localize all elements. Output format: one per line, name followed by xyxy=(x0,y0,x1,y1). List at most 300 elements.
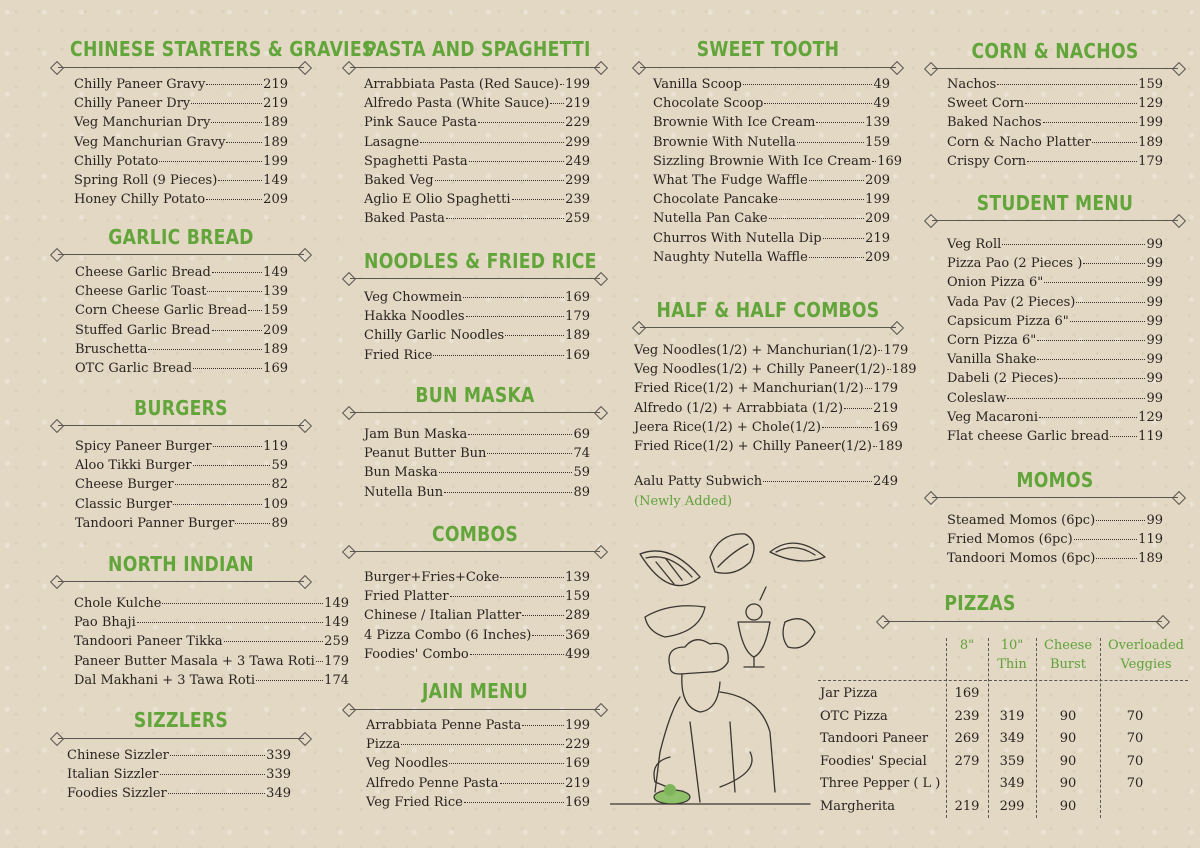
menu-item xyxy=(947,410,1163,429)
item-price: 74 xyxy=(573,446,590,462)
item-name: Sweet Corn xyxy=(947,96,1025,112)
pizza-header-cheese-burst: Cheese Burst xyxy=(1043,638,1093,672)
item-name: Classic Burger xyxy=(75,496,173,512)
menu-item xyxy=(653,250,890,269)
newly-added-note: (Newly Added) xyxy=(634,494,733,509)
pizza-name: OTC Pizza xyxy=(820,708,888,724)
item-price: 99 xyxy=(1146,332,1163,348)
section-title-jain: JAIN MENU xyxy=(421,679,529,703)
menu-list-noodles xyxy=(364,290,590,367)
item-name: Brownie With Ice Cream xyxy=(653,115,816,131)
pizza-price: 349 xyxy=(999,776,1025,791)
menu-item xyxy=(75,323,288,342)
menu-list-half xyxy=(634,343,917,458)
item-price: 339 xyxy=(266,748,291,763)
menu-list-student xyxy=(947,237,1163,448)
item-price: 89 xyxy=(573,484,590,500)
item-name: Tandoori Panner Burger xyxy=(75,515,235,531)
menu-item xyxy=(364,115,590,134)
item-price: 139 xyxy=(865,115,890,131)
menu-item xyxy=(67,786,291,805)
pizza-price: 299 xyxy=(999,798,1025,814)
menu-item xyxy=(364,77,590,96)
menu-item xyxy=(67,767,291,786)
menu-item xyxy=(74,634,349,653)
menu-item xyxy=(75,361,288,380)
item-price: 169 xyxy=(565,794,590,810)
item-price: 99 xyxy=(1146,237,1163,252)
menu-item xyxy=(366,718,590,737)
section-title-chinese: CHINESE STARTERS & GRAVIES xyxy=(70,37,375,61)
item-name: Chilly Paneer Dry xyxy=(74,96,191,112)
item-price: 189 xyxy=(1138,134,1163,150)
menu-item xyxy=(364,427,590,446)
menu-item xyxy=(947,135,1163,154)
menu-item xyxy=(947,115,1163,134)
divider xyxy=(350,67,600,68)
menu-item xyxy=(74,96,288,115)
item-price: 139 xyxy=(263,284,288,300)
pizza-price: 90 xyxy=(1059,753,1077,769)
item-price: 259 xyxy=(324,634,349,650)
divider xyxy=(58,581,304,582)
pizza-name: Foodies' Special xyxy=(820,753,927,769)
divider xyxy=(932,68,1178,69)
menu-list-jain xyxy=(366,718,590,814)
divider xyxy=(58,738,304,739)
menu-item xyxy=(653,211,890,230)
item-name: Sizzling Brownie With Ice Cream xyxy=(653,153,872,169)
item-price: 189 xyxy=(263,134,288,150)
menu-item xyxy=(634,438,903,458)
item-price: 189 xyxy=(565,328,590,344)
section-title-burgers: BURGERS xyxy=(134,396,228,420)
item-name: Burger+Fries+Coke xyxy=(364,570,500,585)
menu-item xyxy=(364,328,590,347)
section-title-student: STUDENT MENU xyxy=(976,191,1134,215)
item-name: Pink Sauce Pasta xyxy=(364,115,477,131)
item-price: 149 xyxy=(263,265,288,280)
item-price: 169 xyxy=(263,360,288,376)
item-price: 209 xyxy=(865,172,890,188)
item-name: OTC Garlic Bread xyxy=(75,360,193,376)
pizza-price: 70 xyxy=(1126,731,1144,746)
item-name: Alfredo Pasta (White Sauce) xyxy=(364,96,550,112)
divider xyxy=(884,621,1162,622)
item-price: 189 xyxy=(263,115,288,131)
menu-list-north xyxy=(74,596,349,692)
item-name: Corn Cheese Garlic Bread xyxy=(75,303,248,319)
item-name: What The Fudge Waffle xyxy=(653,172,808,188)
item-price: 119 xyxy=(1138,532,1163,548)
item-name: Naughty Nutella Waffle xyxy=(653,249,808,265)
item-name: Chilly Potato xyxy=(74,153,159,169)
item-name: Vada Pav (2 Pieces) xyxy=(947,294,1076,310)
section-title-garlic: GARLIC BREAD xyxy=(108,225,254,249)
item-name: Onion Pizza 6" xyxy=(947,275,1044,291)
item-price: 189 xyxy=(891,362,917,378)
menu-list-momos xyxy=(947,513,1163,571)
item-name: Arrabbiata Penne Pasta xyxy=(366,718,522,733)
menu-list-pasta xyxy=(364,77,590,231)
item-price: 149 xyxy=(263,172,288,188)
item-name: Chilly Garlic Noodles xyxy=(364,328,505,344)
item-price: 249 xyxy=(565,153,590,169)
item-price: 189 xyxy=(263,341,288,357)
item-price: 149 xyxy=(324,596,349,611)
menu-item xyxy=(364,211,590,230)
section-title-combos: COMBOS xyxy=(431,522,519,546)
item-name: Tandoori Paneer Tikka xyxy=(74,634,223,650)
item-name: Pizza xyxy=(366,737,401,753)
item-name: Veg Noodles xyxy=(366,756,449,772)
menu-item xyxy=(364,465,590,484)
item-price: 49 xyxy=(873,77,890,92)
item-price: 299 xyxy=(565,134,590,150)
item-name: Chole Kulche xyxy=(74,596,162,611)
item-price: 209 xyxy=(865,211,890,227)
item-price: 179 xyxy=(565,309,590,325)
menu-list-corn xyxy=(947,77,1163,173)
item-price: 299 xyxy=(565,172,590,188)
item-name: Steamed Momos (6pc) xyxy=(947,513,1096,528)
pizza-price: 359 xyxy=(999,753,1025,769)
item-name: Spring Roll (9 Pieces) xyxy=(74,172,218,188)
item-price: 169 xyxy=(565,347,590,363)
item-price: 159 xyxy=(865,134,890,150)
pizza-price: 70 xyxy=(1126,753,1144,769)
divider xyxy=(350,709,600,710)
menu-item xyxy=(634,420,898,439)
item-name: Nutella Bun xyxy=(364,484,444,500)
item-price: 119 xyxy=(263,439,288,454)
menu-item xyxy=(634,401,898,420)
item-price: 239 xyxy=(565,192,590,208)
menu-item xyxy=(947,513,1163,532)
menu-item xyxy=(366,776,590,795)
item-name: Chinese Sizzler xyxy=(67,748,169,763)
menu-item xyxy=(364,96,590,115)
item-name: Fried Rice xyxy=(364,347,433,363)
item-name: Fried Rice(1/2) + Manchurian(1/2) xyxy=(634,381,864,397)
pizza-name: Jar Pizza xyxy=(820,686,878,701)
menu-item xyxy=(653,192,890,211)
menu-item xyxy=(366,756,590,775)
menu-item xyxy=(653,231,890,250)
item-name: Cheese Burger xyxy=(75,477,174,493)
divider xyxy=(640,67,896,68)
pizza-price: 279 xyxy=(954,753,980,769)
pizza-price: 219 xyxy=(954,798,980,814)
menu-list-sweet xyxy=(653,77,903,269)
item-price: 219 xyxy=(865,230,890,246)
item-name: Peanut Butter Bun xyxy=(364,446,487,462)
menu-item xyxy=(947,391,1163,410)
menu-item xyxy=(75,477,288,496)
menu-item xyxy=(947,551,1163,570)
menu-item xyxy=(74,115,288,134)
menu-item xyxy=(364,485,590,504)
item-price: 99 xyxy=(1146,513,1163,528)
menu-list-sizzlers xyxy=(67,748,291,806)
menu-item xyxy=(74,192,288,211)
item-price: 174 xyxy=(324,672,349,688)
item-name: Paneer Butter Masala + 3 Tawa Roti xyxy=(74,653,315,669)
item-name: Cheese Garlic Bread xyxy=(75,265,211,280)
item-name: Chocolate Scoop xyxy=(653,96,764,112)
menu-item xyxy=(653,96,890,115)
menu-item xyxy=(75,439,288,458)
item-name: Bruschetta xyxy=(75,341,148,357)
item-price: 369 xyxy=(565,627,590,643)
item-price: 99 xyxy=(1146,256,1163,272)
section-title-momos: MOMOS xyxy=(1016,468,1094,492)
menu-item xyxy=(364,154,590,173)
pizza-name: Margherita xyxy=(820,798,896,814)
item-name: Spicy Paneer Burger xyxy=(75,439,212,454)
menu-item xyxy=(653,135,890,154)
item-price: 129 xyxy=(1138,409,1163,425)
item-name: Vanilla Shake xyxy=(947,352,1037,368)
item-price: 179 xyxy=(1138,153,1163,169)
item-name: Jam Bun Maska xyxy=(364,427,468,442)
item-name: Corn & Nacho Platter xyxy=(947,134,1091,150)
item-name: Lasagne xyxy=(364,134,420,150)
pizza-header-overloaded-veggies: Overloaded Veggies xyxy=(1108,638,1184,672)
divider xyxy=(932,497,1178,498)
item-name: Alfredo Penne Pasta xyxy=(366,775,499,791)
menu-item xyxy=(364,570,590,589)
item-price: 99 xyxy=(1146,313,1163,329)
item-price: 99 xyxy=(1146,352,1163,368)
item-name: Nutella Pan Cake xyxy=(653,211,768,227)
item-price: 169 xyxy=(877,153,903,169)
pizza-price: 239 xyxy=(954,708,980,724)
item-name: Hakka Noodles xyxy=(364,309,465,325)
item-name: Stuffed Garlic Bread xyxy=(75,322,211,338)
item-price: 169 xyxy=(565,290,590,305)
menu-item xyxy=(947,352,1163,371)
item-price: 209 xyxy=(263,192,288,208)
menu-item xyxy=(74,173,288,192)
menu-item xyxy=(653,77,890,96)
menu-list-bun xyxy=(364,427,590,504)
item-name: Alfredo (1/2) + Arrabbiata (1/2) xyxy=(634,400,844,416)
item-price: 199 xyxy=(865,192,890,208)
menu-list-burgers xyxy=(75,439,288,535)
item-name: Fried Platter xyxy=(364,589,449,605)
item-price: 159 xyxy=(565,589,590,605)
item-name: Cheese Garlic Toast xyxy=(75,284,207,300)
menu-item xyxy=(653,115,890,134)
item-price: 219 xyxy=(263,77,288,92)
section-title-sizzlers: SIZZLERS xyxy=(133,708,229,732)
item-name: Veg Manchurian Gravy xyxy=(74,134,226,150)
item-name: Jeera Rice(1/2) + Chole(1/2) xyxy=(634,419,821,435)
item-name: Veg Noodles(1/2) + Manchurian(1/2) xyxy=(634,343,878,358)
menu-item xyxy=(75,265,288,284)
pizza-price: 70 xyxy=(1126,776,1144,791)
item-price: 59 xyxy=(573,465,590,481)
item-name: Arrabbiata Pasta (Red Sauce) xyxy=(364,77,559,92)
item-name: Chinese / Italian Platter xyxy=(364,608,522,624)
pizza-price: 90 xyxy=(1059,708,1077,724)
pizza-price: 349 xyxy=(999,731,1025,746)
menu-item xyxy=(74,596,349,615)
pizza-price: 90 xyxy=(1059,731,1077,746)
item-name: Flat cheese Garlic bread xyxy=(947,428,1110,444)
menu-item xyxy=(74,654,349,673)
item-price: 129 xyxy=(1138,96,1163,112)
menu-item xyxy=(947,256,1163,275)
divider xyxy=(640,327,896,328)
menu-item xyxy=(947,77,1163,96)
pizza-name: Three Pepper ( L ) xyxy=(820,776,941,791)
menu-item xyxy=(947,275,1163,294)
item-price: 179 xyxy=(324,653,349,669)
item-price: 199 xyxy=(565,718,590,733)
menu-list-chinese xyxy=(74,77,288,211)
item-price: 229 xyxy=(565,737,590,753)
item-price: 219 xyxy=(263,96,288,112)
item-name: Spaghetti Pasta xyxy=(364,153,468,169)
item-name: 4 Pizza Combo (6 Inches) xyxy=(364,627,532,643)
item-price: 99 xyxy=(1146,294,1163,310)
item-name: Fried Rice(1/2) + Chilly Paneer(1/2) xyxy=(634,438,872,454)
item-price: 49 xyxy=(873,96,890,112)
menu-item xyxy=(74,77,288,96)
item-name: Capsicum Pizza 6" xyxy=(947,313,1069,329)
item-price: 499 xyxy=(565,646,590,662)
item-price: 99 xyxy=(1146,275,1163,291)
item-price: 209 xyxy=(263,322,288,338)
item-price: 59 xyxy=(271,458,288,474)
divider xyxy=(350,412,600,413)
menu-item xyxy=(364,309,590,328)
item-name: Corn Pizza 6" xyxy=(947,332,1037,348)
item-price: 199 xyxy=(565,77,590,92)
menu-item xyxy=(74,615,349,634)
item-name: Tandoori Momos (6pc) xyxy=(947,551,1096,567)
divider xyxy=(58,254,304,255)
item-name: Crispy Corn xyxy=(947,153,1027,169)
section-title-sweet: SWEET TOOTH xyxy=(696,37,840,61)
menu-item xyxy=(364,348,590,367)
pizza-price: 90 xyxy=(1059,798,1077,814)
item-name: Aglio E Olio Spaghetti xyxy=(364,192,511,208)
pizza-header-8: 8" xyxy=(959,638,975,653)
item-name: Coleslaw xyxy=(947,390,1007,406)
menu-item xyxy=(75,342,288,361)
menu-item xyxy=(364,446,590,465)
item-price: 289 xyxy=(565,608,590,624)
item-price: 99 xyxy=(1146,390,1163,406)
divider xyxy=(932,220,1178,221)
item-price: 69 xyxy=(573,427,590,442)
item-name: Pao Bhaji xyxy=(74,615,136,631)
menu-item xyxy=(947,96,1163,115)
menu-item xyxy=(634,343,909,362)
menu-item xyxy=(364,589,590,608)
item-name: Italian Sizzler xyxy=(67,767,159,783)
item-name: Honey Chilly Potato xyxy=(74,192,206,208)
menu-item xyxy=(75,497,288,516)
menu-item: Aalu Patty Subwich 249 xyxy=(634,474,898,489)
menu-item xyxy=(75,284,288,303)
item-name: Pizza Pao (2 Pieces ) xyxy=(947,256,1083,272)
divider xyxy=(58,425,304,426)
menu-item xyxy=(75,516,288,535)
item-name: Veg Manchurian Dry xyxy=(74,115,211,131)
item-price: 179 xyxy=(873,381,898,397)
section-title-pizzas: PIZZAS xyxy=(944,591,1016,615)
divider xyxy=(350,278,600,279)
item-name: Chilly Paneer Gravy xyxy=(74,77,206,92)
item-name: Veg Roll xyxy=(947,237,1002,252)
menu-item xyxy=(947,333,1163,352)
chef-illustration xyxy=(610,522,830,812)
menu-item xyxy=(67,748,291,767)
item-price: 109 xyxy=(263,496,288,512)
item-price: 189 xyxy=(877,438,903,454)
menu-item xyxy=(947,429,1163,448)
item-price: 219 xyxy=(873,400,898,416)
item-name: Fried Momos (6pc) xyxy=(947,532,1073,548)
item-name: Aloo Tikki Burger xyxy=(75,458,192,474)
menu-item xyxy=(75,458,288,477)
item-name: Foodies' Combo xyxy=(364,646,469,662)
item-price: 219 xyxy=(565,96,590,112)
menu-item xyxy=(364,608,590,627)
item-name: Veg Noodles(1/2) + Chilly Paneer(1/2) xyxy=(634,362,886,378)
divider xyxy=(350,551,600,552)
section-title-pasta: PASTA AND SPAGHETTI xyxy=(364,37,591,61)
pizza-price: 269 xyxy=(954,731,980,746)
section-title-corn: CORN & NACHOS xyxy=(971,39,1139,63)
item-name: Dal Makhani + 3 Tawa Roti xyxy=(74,672,256,688)
item-name: Nachos xyxy=(947,77,997,92)
section-title-half: HALF & HALF COMBOS xyxy=(656,298,880,322)
pizza-price: 169 xyxy=(954,686,980,701)
menu-item xyxy=(947,371,1163,390)
pizza-header-10-thin: 10" Thin xyxy=(997,638,1027,672)
item-price: 179 xyxy=(883,343,909,358)
item-price: 99 xyxy=(1146,371,1163,387)
menu-item xyxy=(74,154,288,173)
item-price: 159 xyxy=(263,303,288,319)
menu-item xyxy=(947,237,1163,256)
menu-list-combos xyxy=(364,570,590,666)
menu-item xyxy=(75,303,288,322)
item-name: Foodies Sizzler xyxy=(67,786,167,802)
section-title-north: NORTH INDIAN xyxy=(108,552,254,576)
menu-item xyxy=(74,673,349,692)
item-price: 149 xyxy=(324,615,349,631)
item-name: Bun Maska xyxy=(364,465,438,481)
item-name: Baked Pasta xyxy=(364,211,445,227)
menu-item xyxy=(74,135,288,154)
item-price: 219 xyxy=(565,775,590,791)
menu-item xyxy=(366,795,590,814)
item-name: Chocolate Pancake xyxy=(653,192,779,208)
item-name: Dabeli (2 Pieces) xyxy=(947,371,1059,387)
section-title-noodles: NOODLES & FRIED RICE xyxy=(364,249,597,273)
item-name: Baked Veg xyxy=(364,172,434,188)
menu-item xyxy=(364,628,590,647)
item-price: 189 xyxy=(1138,551,1163,567)
item-price: 169 xyxy=(565,756,590,772)
menu-item xyxy=(364,647,590,666)
